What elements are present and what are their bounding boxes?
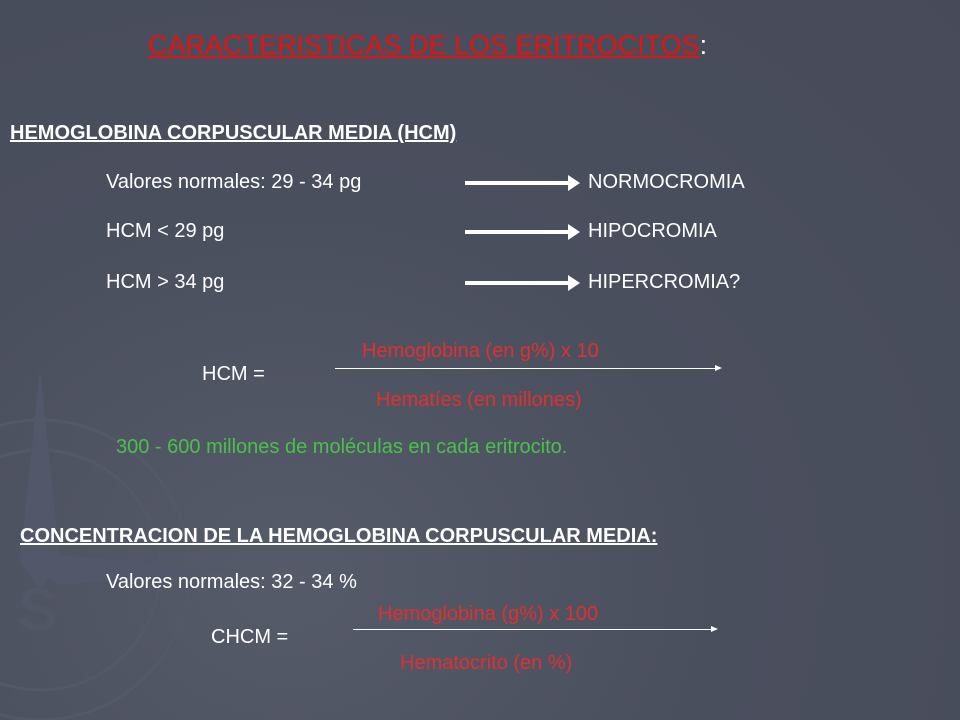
chcm-formula-denominator: Hematocrito (en %) (400, 652, 573, 674)
hcm-row-high-label: HCM > 34 pg (106, 271, 225, 293)
chcm-heading: CONCENTRACION DE LA HEMOGLOBINA CORPUSCULAR MEDIA: (20, 525, 658, 547)
hcm-formula-lhs: HCM = (202, 363, 265, 385)
hcm-row-low-result: HIPOCROMIA (588, 220, 717, 242)
hcm-row-high-result: HIPERCROMIA? (588, 271, 741, 293)
page-title-text: CARACTERISTICAS DE LOS ERITROCITOS (148, 30, 700, 60)
chcm-normal-values: Valores normales: 32 - 34 % (106, 571, 357, 593)
arrow-icon (465, 281, 570, 285)
arrow-icon (465, 230, 570, 234)
hcm-row-normal-result: NORMOCROMIA (588, 171, 745, 193)
hcm-formula-numerator: Hemoglobina (en g%) x 10 (362, 340, 599, 362)
arrow-icon (465, 181, 570, 185)
hcm-note: 300 - 600 millones de moléculas en cada eritrocito. (116, 436, 568, 458)
page-title (148, 30, 707, 61)
chcm-formula-numerator: Hemoglobina (g%) x 100 (378, 603, 599, 625)
page-title-colon: : (699, 30, 708, 60)
hcm-row-low-label: HCM < 29 pg (106, 220, 225, 242)
svg-text:S: S (18, 576, 59, 643)
chcm-formula-lhs: CHCM = (211, 626, 289, 648)
fraction-arrow-icon (335, 368, 720, 369)
fraction-arrow-icon (353, 629, 716, 630)
hcm-heading: HEMOGLOBINA CORPUSCULAR MEDIA (HCM) (10, 122, 457, 144)
hcm-row-normal-label: Valores normales: 29 - 34 pg (106, 171, 362, 193)
hcm-formula-denominator: Hematíes (en millones) (376, 389, 582, 411)
